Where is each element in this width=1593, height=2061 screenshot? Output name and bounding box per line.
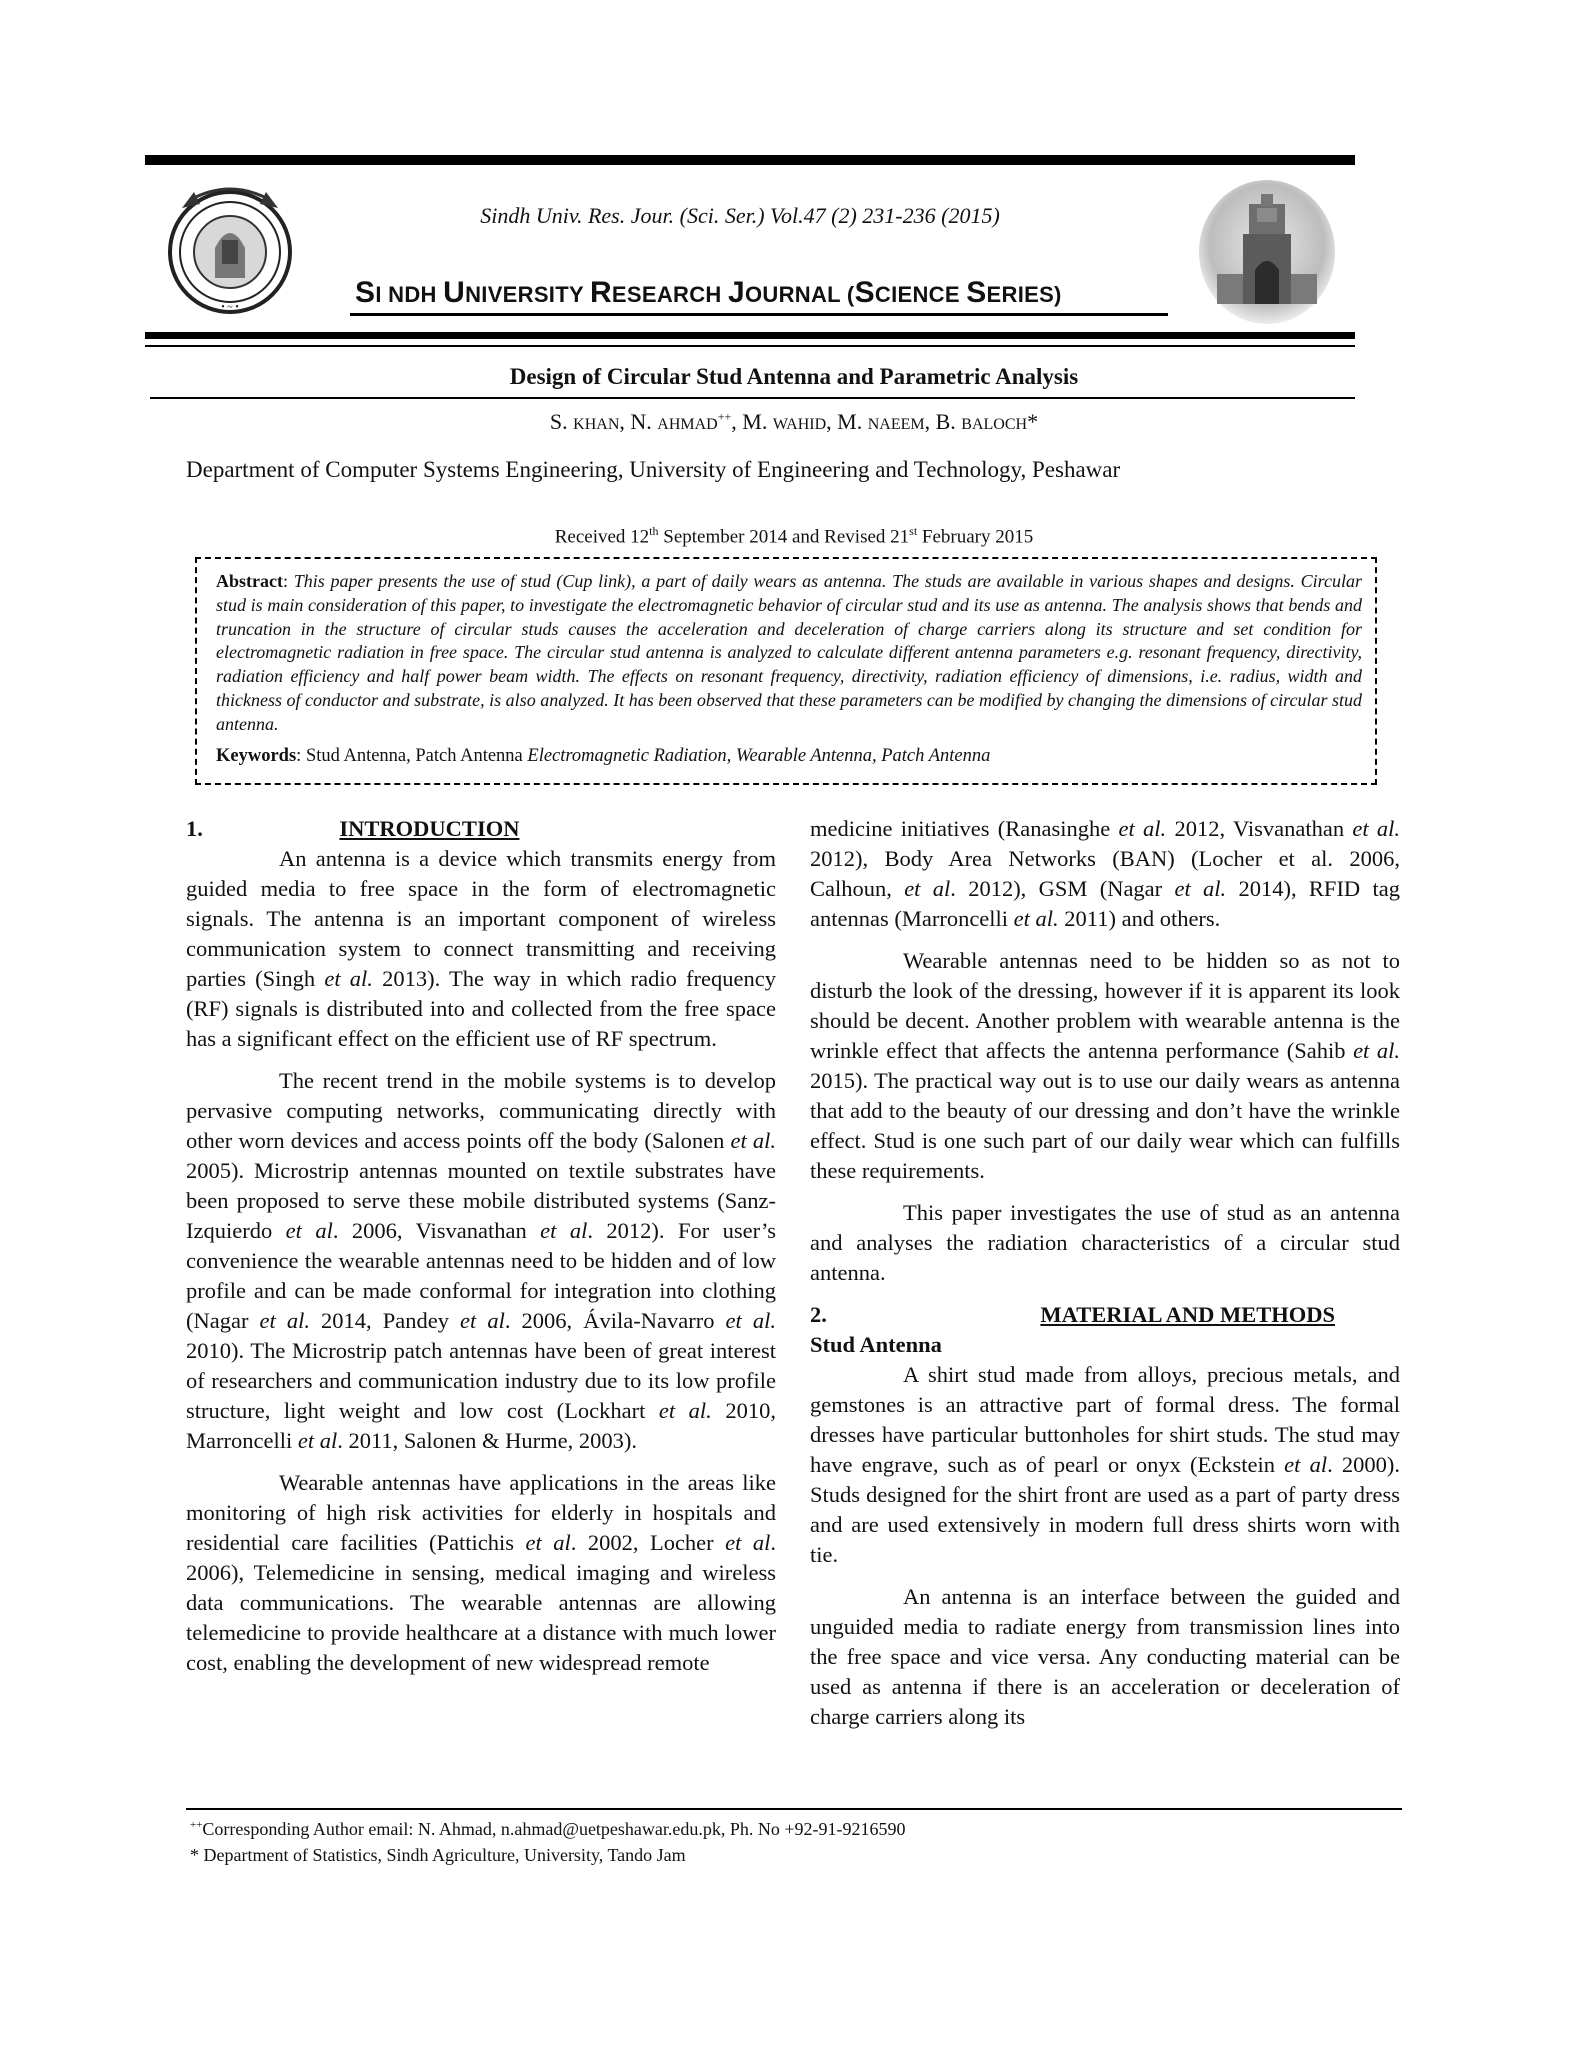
abstract: Abstract: This paper presents the use of stud (Cup link), a part of daily wears as antenna. The studs are available in various shapes and designs. Circular stud is main consideration of this paper, to investigate the electromagnetic behavior of circular stud and its use as antenna. The analysis shows that bends and truncation in the structure of circular studs causes the acceleration and deceleration of charge carriers along its structure and set condition for electromagnetic radiation in free space. The circular stud antenna is analyzed to calculate different antenna parameters e.g. resonant frequency, directivity, radiation efficiency and half power beam width. The effects on resonant frequency, directivity, radiation efficiency of dimensions, i.e. radius, width and thickness of conductor and substrate, is also analyzed. It has been observed that these parameters can be modified by changing the dimensions of circular stud antenna. <box>216 571 1362 734</box>
journal-name-rest: ESEARCH <box>611 282 729 307</box>
body-paragraph: This paper investigates the use of stud as an antenna and analyses the radiation characteristics of a circular stud antenna. <box>810 1200 1400 1285</box>
paper-title: Design of Circular Stud Antenna and Parametric Analysis <box>509 364 1079 389</box>
author-name: M. NAEEM, <box>837 409 936 434</box>
author-name: N. AHMAD++, <box>630 409 743 434</box>
methods-section-title: MATERIAL AND METHODS <box>1040 1302 1335 1327</box>
header-bottom-rule-thick <box>145 332 1355 339</box>
journal-name-initial: S <box>966 276 987 309</box>
abstract-label: Abstract <box>216 571 283 591</box>
author-name: B. BALOCH* <box>935 409 1039 434</box>
body-paragraph: medicine initiatives (Ranasinghe et al. 2012, Visvanathan et al. 2012), Body Area Networks (BAN) (Locher et al. 2006, Calhoun, et al. 2012), GSM (Nagar et al. 2014), RFID tag antennas (Marroncelli et al. 2011) and others. <box>810 816 1401 931</box>
methods-heading <box>810 1300 1400 1330</box>
stud-antenna-subheading: Stud Antenna <box>810 1332 942 1357</box>
body-paragraph: Wearable antennas have applications in the areas like monitoring of high risk activities for elderly in hospitals and residential care facilities (Pattichis et al. 2002, Locher et al. 2006), Telemedicine in sensing, medical imaging and wireless data communications. The wearable antennas are allowing telemedicine to provide healthcare at a distance with much lower cost, enabling the development of new widespread remote <box>186 1470 776 1675</box>
journal-name-initial: U <box>443 276 466 309</box>
body-paragraph: A shirt stud made from alloys, precious metals, and gemstones is an attractive part of formal dress. The formal dresses have particular buttonholes for shirt studs. The stud may have engrave, such as of pearl or onyx (Eckstein et al. 2000). Studs designed for the shirt front are used as a part of party dress and are used extensively in modern full dress shirts worn with tie. <box>810 1362 1400 1567</box>
journal-name <box>355 276 1062 310</box>
journal-name-rest: OURNAL ( <box>745 282 855 307</box>
university-seal-logo <box>160 178 300 318</box>
methods-section-number: 2. <box>810 1302 827 1327</box>
author-name: S. KHAN, <box>549 409 631 434</box>
body-paragraph: An antenna is an interface between the guided and unguided media to radiate energy from transmission lines into the free space and vice versa. Any conducting material can be used as antenna if there is an acceleration or deceleration of charge carriers along its <box>810 1584 1400 1729</box>
journal-name-initial: J <box>728 276 746 309</box>
footnote-corresponding: ++Corresponding Author email: N. Ahmad, n.ahmad@uetpeshawar.edu.pk, Ph. No +92-91-9216590 <box>190 1819 906 1839</box>
keywords: Keywords: Stud Antenna, Patch Antenna Electromagnetic Radiation, Wearable Antenna, Patch Antenna <box>216 746 991 766</box>
journal-name-rest: NIVERSITY <box>465 282 590 307</box>
campus-gate-photo <box>1197 178 1337 326</box>
journal-name-rest: I NDH <box>375 282 444 307</box>
journal-name-initial: R <box>589 276 612 309</box>
footnotes <box>190 1812 906 1868</box>
journal-name-underline <box>350 313 1168 316</box>
affiliation: Department of Computer Systems Engineering, University of Engineering and Technology, Peshawar <box>186 457 1121 482</box>
body-paragraph: The recent trend in the mobile systems is to develop pervasive computing networks, communicating directly with other worn devices and access points off the body (Salonen et al. 2005). Microstrip antennas mounted on textile substrates have been proposed to serve these mobile distributed systems (Sanz-Izquierdo et al. 2006, Visvanathan et al. 2012). For user’s convenience the wearable antennas need to be hidden and of low profile and can be made conformal for integration into clothing (Nagar et al. 2014, Pandey et al. 2006, Ávila-Navarro et al. 2010). The Microstrip patch antennas have been of great interest of researchers and communication industry due to its low profile structure, light weight and low cost (Lockhart et al. 2010, Marroncelli et al. 2011, Salonen & Hurme, 2003). <box>186 1068 776 1453</box>
abstract-body: This paper presents the use of stud (Cup link), a part of daily wears as antenna. The studs are available in various shapes and designs. Circular stud is main consideration of this paper, to investigate the electromagnetic behavior of circular stud and its use as antenna. The analysis shows that bends and truncation in the structure of circular studs causes the acceleration and deceleration of charge carriers along its structure and set condition for electromagnetic radiation in free space. The circular stud antenna is analyzed to calculate different antenna parameters e.g. resonant frequency, directivity, radiation efficiency and half power beam width. The effects on resonant frequency, directivity, radiation efficiency of dimensions, i.e. radius, width and thickness of conductor and substrate, is also analyzed. It has been observed that these parameters can be modified by changing the dimensions of circular stud antenna. <box>216 571 1362 734</box>
right-column-bottom <box>810 1360 1400 1732</box>
keywords-italic: Electromagnetic Radiation, Wearable Antenna, Patch Antenna <box>527 746 991 766</box>
journal-name-rest: CIENCE <box>874 282 967 307</box>
intro-heading <box>186 814 776 844</box>
journal-name-initial: S <box>854 276 875 309</box>
footnote-affiliation: * Department of Statistics, Sindh Agriculture, University, Tando Jam <box>190 1845 686 1865</box>
body-paragraph: Wearable antennas need to be hidden so as not to disturb the look of the dressing, however if it is apparent its look should be decent. Another problem with wearable antenna is the wrinkle effect that affects the antenna performance (Sahib et al. 2015). The practical way out is to use our daily wears as antenna that add to the beauty of our dressing and don’t have the wrinkle effect. Stud is one such part of our daily wear which can fulfills these requirements. <box>810 948 1400 1183</box>
svg-text:• ~ •: • ~ • <box>221 302 239 313</box>
left-column <box>186 814 776 1678</box>
keywords-label: Keywords <box>216 746 297 766</box>
journal-reference: Sindh Univ. Res. Jour. (Sci. Ser.) Vol.47 (2) 231-236 (2015) <box>480 203 1000 228</box>
keywords-plain: Stud Antenna, Patch Antenna <box>305 746 528 766</box>
intro-section-number: 1. <box>186 816 203 841</box>
right-column <box>810 814 1400 1732</box>
footnote-rule <box>186 1808 1402 1810</box>
journal-name-rest: ERIES) <box>986 282 1062 307</box>
intro-section-title: INTRODUCTION <box>339 816 520 841</box>
journal-name-initial: S <box>355 276 376 309</box>
received-dates: Received 12th September 2014 and Revised 21st February 2015 <box>554 524 1034 548</box>
title-underline <box>150 397 1355 399</box>
author-list <box>150 409 1438 435</box>
author-name: M. WAHID, <box>742 409 838 434</box>
left-column-body <box>186 844 776 1678</box>
right-column-top <box>810 814 1400 1288</box>
header-bottom-rule-thin <box>145 345 1355 347</box>
header-top-rule <box>145 155 1355 165</box>
body-paragraph: An antenna is a device which transmits energy from guided media to free space in the form of electromagnetic signals. The antenna is an important component of wireless communication system to connect transmitting and receiving parties (Singh et al. 2013). The way in which radio frequency (RF) signals is distributed into and collected from the free space has a significant effect on the efficient use of RF spectrum. <box>186 846 776 1051</box>
